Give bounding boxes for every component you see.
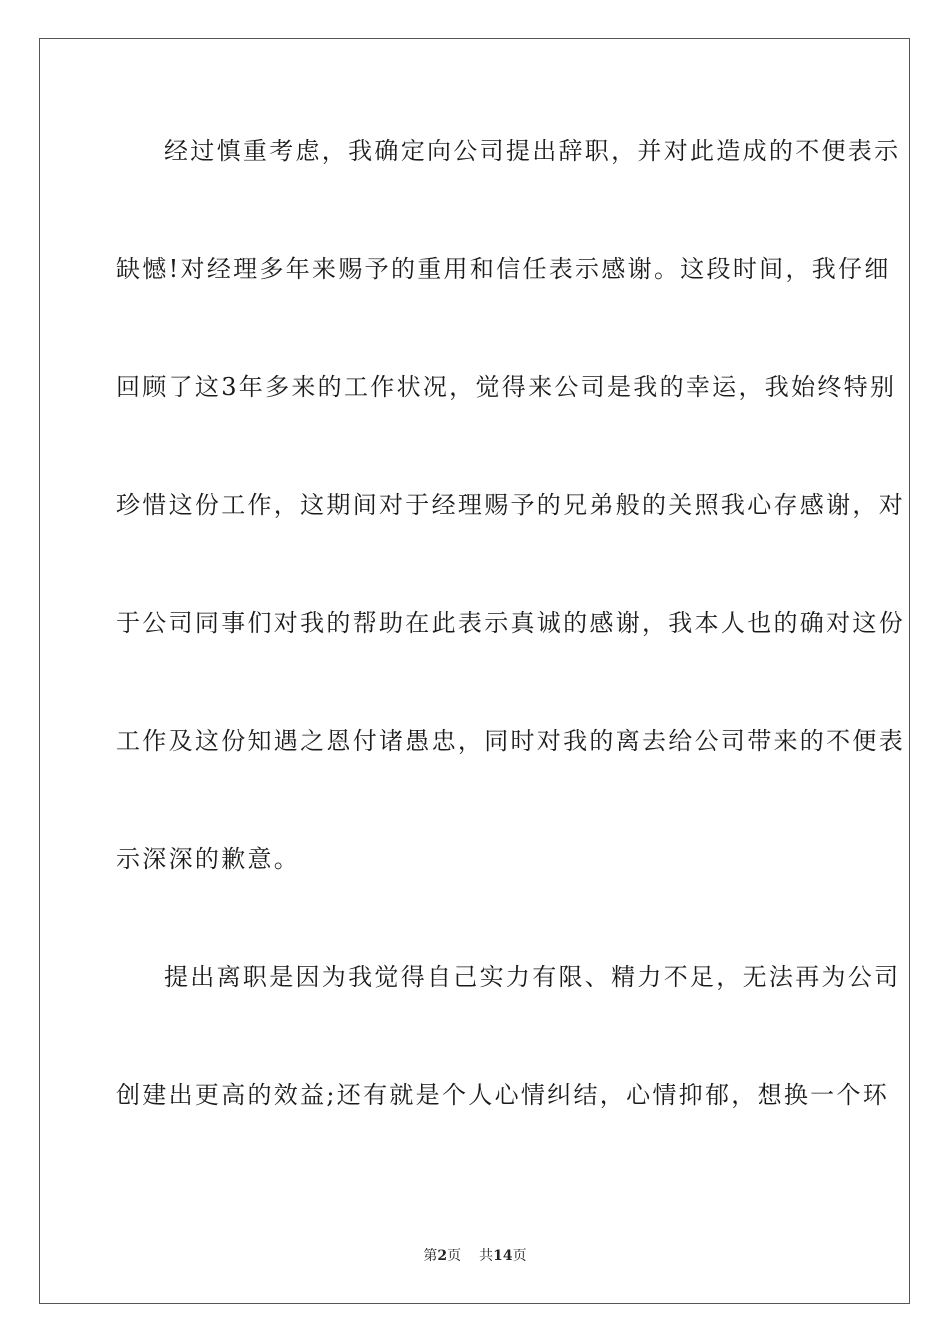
paragraph-2-line-1: 提出离职是因为我觉得自己实力有限、精力不足，无法再为公司 [164, 963, 901, 991]
paragraph-1-line-6: 工作及这份知遇之恩付诸愚忠，同时对我的离去给公司带来的不便表 [116, 727, 905, 755]
footer-page-suffix: 页 [447, 1248, 462, 1264]
paragraph-2-line-2: 创建出更高的效益;还有就是个人心情纠结，心情抑郁，想换一个环 [116, 1081, 890, 1109]
paragraph-1-line-1: 经过慎重考虑，我确定向公司提出辞职，并对此造成的不便表示 [164, 137, 901, 165]
paragraph-1-line-5: 于公司同事们对我的帮助在此表示真诚的感谢，我本人也的确对这份 [116, 609, 905, 637]
paragraph-1-line-7: 示深深的歉意。 [116, 845, 301, 873]
footer-total-pages: 14 [493, 1248, 513, 1264]
footer-total-suffix: 页 [512, 1248, 527, 1264]
paragraph-1-line-3: 回顾了这3年多来的工作状况，觉得来公司是我的幸运，我始终特别 [116, 373, 897, 401]
footer-total-prefix: 共 [479, 1248, 494, 1264]
paragraph-1-line-4: 珍惜这份工作，这期间对于经理赐予的兄弟般的关照我心存感谢，对 [116, 491, 905, 519]
page-border [39, 38, 910, 1304]
footer-page-number: 2 [437, 1248, 448, 1264]
page-footer [0, 1247, 950, 1265]
footer-page-prefix: 第 [423, 1248, 438, 1264]
paragraph-1-line-2: 缺憾!对经理多年来赐予的重用和信任表示感谢。这段时间，我仔细 [116, 255, 891, 283]
